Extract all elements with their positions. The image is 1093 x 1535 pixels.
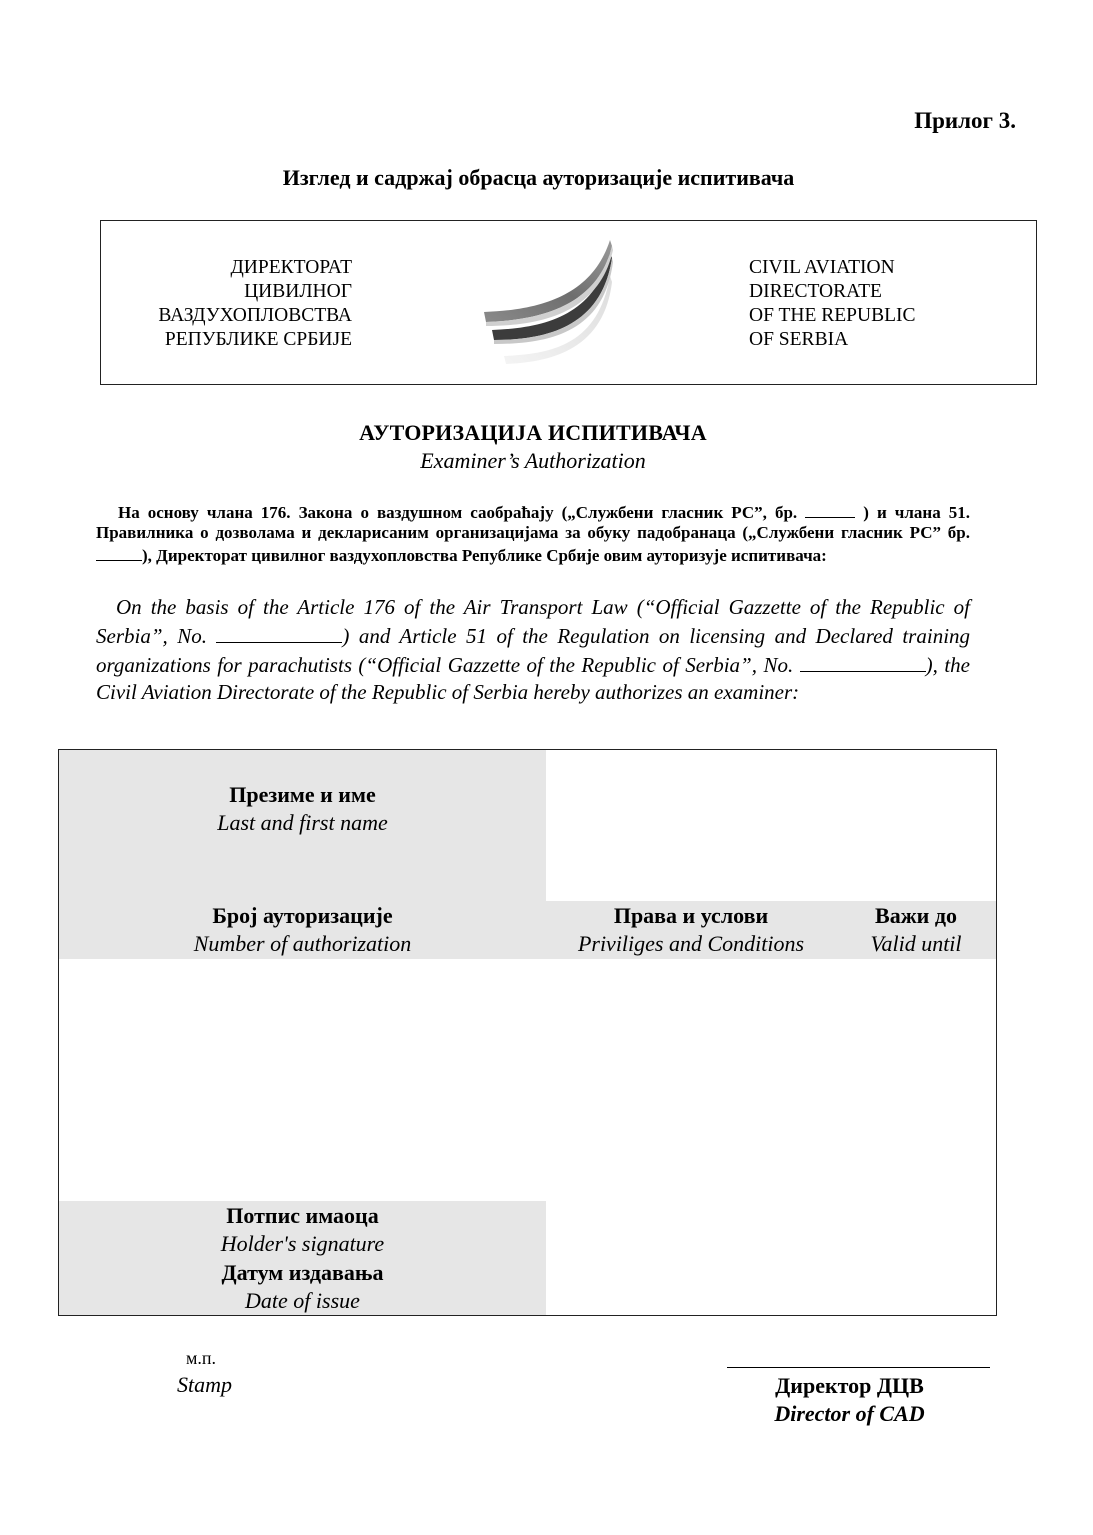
org-name-en-line: OF THE REPUBLIC bbox=[749, 305, 916, 326]
name-label-cell bbox=[59, 750, 546, 901]
gazette-number-blank[interactable] bbox=[805, 500, 855, 518]
form-title-text: Изглед и садржај обрасца ауторизације испитивача bbox=[282, 165, 795, 190]
form-title bbox=[0, 165, 1093, 191]
legal-basis-sr-part-3: ), Директорат цивилног ваздухопловства Републике Србије овим ауторизује испитивача: bbox=[142, 546, 827, 565]
org-name-sr-line: РЕПУБЛИКЕ СРБИЈЕ bbox=[164, 329, 352, 350]
legal-basis-en-part-3: ), the Civil Aviation Directorate of the Republic of Serbia hereby authorizes an examiner: bbox=[96, 653, 971, 704]
valid-until-label-sr: Важи до bbox=[875, 903, 957, 928]
name-label-sr: Презиме и име bbox=[229, 782, 376, 807]
privileges-label-sr: Права и услови bbox=[613, 903, 769, 928]
director-title-sr: Директор ДЦВ bbox=[775, 1373, 924, 1398]
name-value-field[interactable] bbox=[546, 750, 996, 901]
number-label-en: Number of authorization bbox=[193, 931, 412, 956]
privileges-header bbox=[546, 901, 836, 959]
org-name-sr-line: ВАЗДУХОПЛОВСТВА bbox=[158, 305, 352, 326]
director-title-en: Director of CAD bbox=[774, 1401, 925, 1426]
legal-basis-sr-part-1: На основу члана 176. Закона о ваздушном саобраћају („Службени гласник РС”, бр. bbox=[118, 503, 798, 522]
org-name-sr-line: ЦИВИЛНОГ bbox=[244, 281, 352, 302]
org-name-serbian bbox=[120, 256, 352, 352]
legal-basis-en-part-2: ) and Article 51 of the Regulation on licensing and Declared training organizations for parachutists (“Official Gazzette of the Republic of Serbia”, No. bbox=[96, 624, 971, 677]
column-header-row bbox=[59, 901, 996, 959]
authorization-form bbox=[58, 749, 997, 1316]
valid-until-label-en: Valid until bbox=[870, 931, 962, 956]
annex-label: Прилог 3. bbox=[914, 108, 1016, 133]
legal-basis-sr-part-2: ) и члана 51. Правилника о дозволама и декларисаним организацијама за обуку падобранаца („Службени гласник РС” бр. bbox=[96, 503, 970, 542]
authorization-number-field[interactable] bbox=[59, 959, 546, 1201]
org-name-en-line: DIRECTORATE bbox=[749, 281, 882, 302]
date-label-en: Date of issue bbox=[245, 1288, 360, 1313]
signature-label-sr: Потпис имаоца bbox=[226, 1203, 379, 1228]
signature-date-label-cell bbox=[59, 1201, 546, 1315]
gazette-number-blank[interactable] bbox=[96, 543, 142, 561]
privileges-field[interactable] bbox=[546, 959, 836, 1201]
valid-until-field[interactable] bbox=[836, 959, 996, 1201]
name-label-en: Last and first name bbox=[217, 810, 388, 835]
director-signature-line[interactable] bbox=[727, 1367, 990, 1368]
document-title: АУТОРИЗАЦИЈА ИСПИТИВАЧА bbox=[359, 420, 707, 445]
number-header bbox=[59, 901, 546, 959]
legal-basis-serbian bbox=[96, 500, 970, 566]
signature-date-field[interactable] bbox=[546, 1201, 996, 1315]
cad-swoosh-logo-icon bbox=[480, 236, 620, 368]
legal-basis-english bbox=[96, 594, 970, 706]
document-subtitle: Examiner’s Authorization bbox=[420, 448, 646, 473]
org-name-en-line: CIVIL AVIATION bbox=[749, 257, 895, 278]
stamp-label-sr: м.п. bbox=[186, 1348, 217, 1368]
gazette-number-blank[interactable] bbox=[216, 621, 342, 643]
signature-label-en: Holder's signature bbox=[220, 1231, 385, 1256]
date-label-sr: Датум издавања bbox=[221, 1260, 384, 1285]
org-name-en-line: OF SERBIA bbox=[749, 329, 849, 350]
legal-basis-en-part-1: On the basis of the Article 176 of the Air Transport Law (“Official Gazzette of the Republic of Serbia”, No. bbox=[96, 595, 970, 648]
number-label-sr: Број ауторизације bbox=[212, 903, 393, 928]
gazette-number-blank[interactable] bbox=[800, 650, 926, 672]
privileges-label-en: Priviliges and Conditions bbox=[577, 931, 805, 956]
stamp-label-en: Stamp bbox=[177, 1372, 232, 1397]
valid-until-header bbox=[836, 901, 996, 959]
org-name-sr-line: ДИРЕКТОРАТ bbox=[230, 257, 352, 278]
org-name-english bbox=[749, 256, 1009, 352]
